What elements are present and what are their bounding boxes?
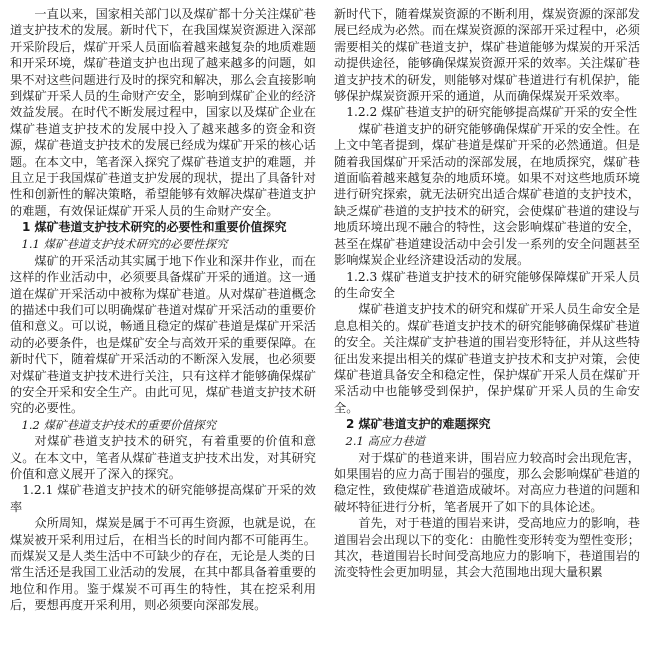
section-2-1-paragraph: 对于煤矿的巷道来讲，围岩应力较高时会出现危害，如果围岩的应力高于围岩的强度，那么会影响煤矿巷道的稳定性，致使煤矿巷道造成破坏。对高应力巷道的问题和破坏特征进行分析，笔者展开了如下的具体论述。 xyxy=(334,450,640,514)
intro-paragraph: 一直以来，国家相关部门以及煤矿都十分关注煤矿巷道支护技术的发展。新时代下，在我国煤炭资源进入深部开采阶段后，煤矿开采人员面临着越来越复杂的地质难题和开采环境，煤矿巷道支护也出现了越来越多的问题，如果不对这些问题进行及时的探究和解决，那么会直接影响到煤矿开采人员的生命财产安全，影响到煤矿企业的经济效益发展。在时代不断发展过程中，国家以及煤矿企业在煤矿巷道支护技术的发展中投入了越来越多的资金和资源，煤矿巷道支护技术的发展已经成为煤矿开采的核心话题。在本文中，笔者深入探究了煤矿巷道支护的难题，并且立足于我国煤矿巷道支护发展的现状，提出了具备针对性和创新性的解决策略，希望能够有效解决煤矿巷道支护的难题，有效保证煤矿开采人员的生命财产安全。 xyxy=(10,7,316,218)
section-1-2-heading: 1.2 煤矿巷道支护技术的重要价值探究 xyxy=(21,417,216,432)
section-1-2-1-heading: 1.2.1 煤矿巷道支护技术的研究能够提高煤矿开采的效率 xyxy=(10,483,316,514)
section-1-1-paragraph: 煤矿的开采活动其实属于地下作业和深井作业，而在这样的作业活动中，必须要具备煤矿开采的通道。这一通道在煤矿开采活动中被称为煤矿巷道。从对煤矿巷道概念的描述中我们可以明确煤矿巷道对煤矿开采活动的重要价值和意义。可以说，畅通且稳定的煤矿巷道是煤矿开采活动的必要条件，也是煤矿安全与高效开采的重要保障。在新时代下，随着煤矿开采活动的不断深入发展，也必须要对煤矿巷道支护技术进行关注，只有这样才能够确保煤矿的安全开采和安全生产。由此可见，煤矿巷道支护技术研究的必要性。 xyxy=(10,253,316,416)
section-1-2-3-paragraph: 煤矿巷道支护技术的研究和煤矿开采人员生命安全是息息相关的。煤矿巷道支护技术的研究能够确保煤矿巷道的安全。关注煤矿支护巷道的围岩变形特征，并从这些特征出发来提出相关的煤矿巷道支护技术和支护对策，会使煤矿巷道具备安全和稳定性，保护煤矿开采人员在煤矿开采活动中也能够受到保护，保护煤矿开采人员的生命安全。 xyxy=(334,302,640,415)
section-2-heading: 2 煤矿巷道支护的难题探究 xyxy=(346,417,491,432)
right-column xyxy=(334,6,640,581)
section-1-2-1-paragraph-continued: 新时代下，随着煤炭资源的不断利用，煤炭资源的深部发展已经成为必然。而在煤炭资源的深部开采过程中，必须需要相关的煤矿巷道支护，煤矿巷道能够为煤炭的开采活动提供途径，能够确保煤炭资源开采的效率。关注煤矿巷道支护技术的研发，则能够对煤矿巷道进行有机保护，能够保护煤炭资源开采的通道，从而确保煤炭开采效率。 xyxy=(334,7,640,104)
section-1-2-2-paragraph: 煤矿巷道支护的研究能够确保煤矿开采的安全性。在上文中笔者提到，煤矿巷道是煤矿开采的必然通道。但是随着我国煤矿开采活动的深部发展，在地质探究，煤矿巷道面临着越来越复杂的地质环境。如果不对这些地质环境进行研究探索，就无法研究出适合煤矿巷道的支护技术，缺乏煤矿巷道的支护技术的研究，会使煤矿巷道的建设与地质环境出现不融合的特性，这会影响煤矿巷道的安全，甚至在煤矿巷道建设活动中会引发一系列的安全问题甚至影响煤炭企业经济建设活动的发展。 xyxy=(334,121,640,268)
left-column xyxy=(10,6,316,614)
section-1-2-1-paragraph: 众所周知，煤炭是属于不可再生资源，也就是说，在煤炭被开采利用过后，在相当长的时间内都不可能再生。而煤炭又是人类生活中不可缺少的存在，无论是人类的日常生活还是我国工业活动的发展，在其中都具备着重要的地位和作用。鉴于煤炭不可再生的特性，其在挖采利用后，要想再度开采利用，则必须要向深部发展。 xyxy=(10,516,316,613)
section-1-2-paragraph: 对煤矿巷道支护技术的研究，有着重要的价值和意义。在本文中，笔者从煤矿巷道支护技术出发，对其研究价值和意义展开了深入的探究。 xyxy=(10,434,316,481)
section-2-1-heading: 2.1 高应力巷道 xyxy=(345,434,425,449)
section-1-heading: 1 煤矿巷道支护技术研究的必要性和重要价值探究 xyxy=(22,220,287,235)
section-1-2-2-heading: 1.2.2 煤矿巷道支护的研究能够提高煤矿开采的安全性 xyxy=(346,105,638,120)
section-1-2-3-heading: 1.2.3 煤矿巷道支护技术的研究能够保障煤矿开采人员的生命安全 xyxy=(334,269,640,300)
section-1-1-heading: 1.1 煤矿巷道支护技术研究的必要性探究 xyxy=(21,237,228,252)
section-2-1-paragraph-2: 首先，对于巷道的围岩来讲，受高地应力的影响，巷道围岩会出现以下的变化：由脆性变形转变为塑性变形；其次，巷道围岩长时间受高地应力的影响下，巷道围岩的流变特性会更加明显，其会大范围地出现大量积累 xyxy=(334,516,640,580)
